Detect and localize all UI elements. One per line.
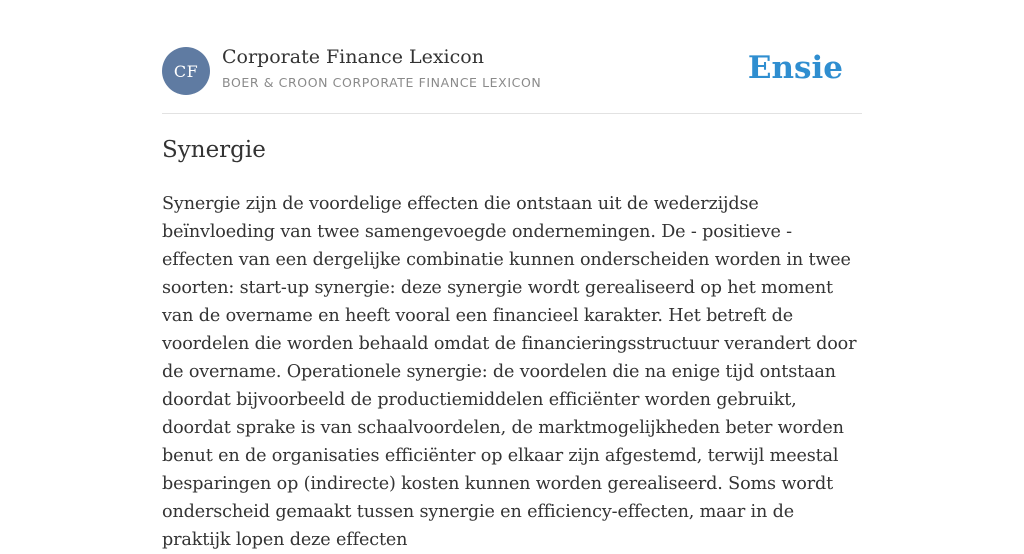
brand-logo[interactable]: Ensie bbox=[747, 50, 843, 86]
source-header bbox=[162, 0, 862, 114]
source-avatar[interactable]: CF bbox=[162, 47, 210, 95]
content-column bbox=[162, 0, 862, 550]
source-title[interactable]: Corporate Finance Lexicon bbox=[222, 46, 484, 68]
entry-definition: Synergie zijn de voordelige effecten die ontstaan uit de wederzijdse beïnvloeding van twee samengevoegde ondernemingen. De - positieve - effecten van een dergelijke combinatie kunnen onderscheiden worden in twee soorten: start-up synergie: deze synergie wordt gerealiseerd op het moment van de overname en heeft vooral een financieel karakter. Het betreft de voordelen die worden behaald omdat de financieringsstructuur verandert door de overname. Operationele synergie: de voordelen die na enige tijd ontstaan doordat bijvoorbeeld de productiemiddelen efficiënter worden gebruikt, doordat sprake is van schaalvoordelen, de marktmogelijkheden beter worden benut en de organisaties efficiënter op elkaar zijn afgestemd, terwijl meestal besparingen op (indirecte) kosten kunnen worden gerealiseerd. Soms wordt onderscheid gemaakt tussen synergie en efficiency-effecten, maar in de praktijk lopen deze effecten bbox=[162, 194, 857, 550]
source-subtitle: BOER & CROON CORPORATE FINANCE LEXICON bbox=[222, 75, 542, 90]
entry-term: Synergie bbox=[162, 137, 266, 163]
